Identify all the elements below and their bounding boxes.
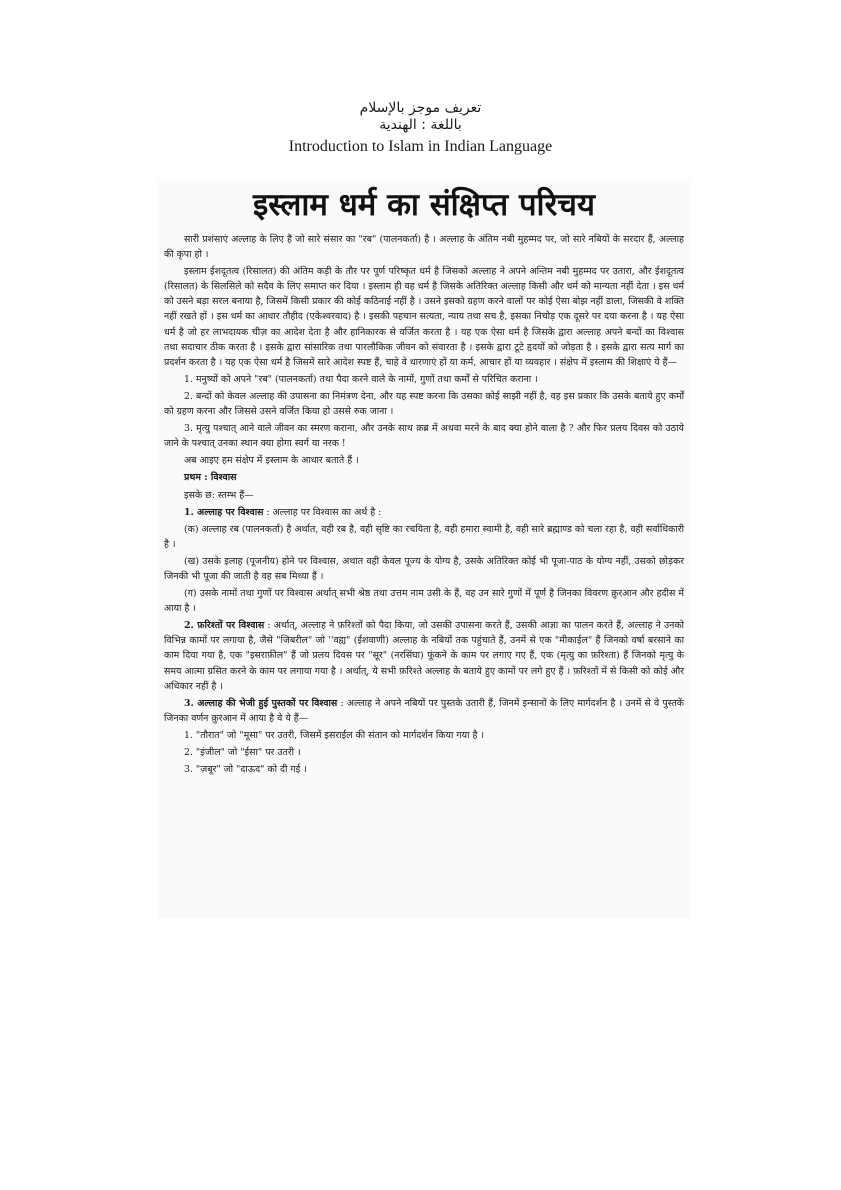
belief-1-heading: 1. अल्लाह पर विश्वास [184, 506, 264, 518]
book-item-3: 3. "ज़बूर" जो "दाऊद" को दी गई । [184, 764, 307, 776]
document-title: इस्लाम धर्म का संक्षिप्त परिचय [253, 187, 595, 223]
paragraph-foundations: अब आइए हम संक्षेप में इस्लाम के आधार बताते हैं । [184, 455, 359, 467]
scanned-document [158, 180, 690, 918]
belief-3 [164, 696, 684, 726]
book-item-2: 2. "इंजील" जो "ईसा" पर उतरी । [184, 747, 301, 758]
book-item-1: 1. "तौरात" जो "मूसा" पर उतरी, जिसमें इसराईल की संतान को मार्गदर्शन किया गया है । [184, 729, 485, 741]
belief-2-heading: 2. फ़रिश्तों पर विश्वास [184, 620, 265, 632]
belief-1b: (ख) उसके इलाह (पूजनीय) होने पर विश्वास, अथात वही केवल पूज्य के योग्य है, उसके अतिरिक्त कोई भी पूजा-पाठ के योग्य नहीं, उसको छोड़कर जिनकी भी पूजा की जाती है वह सब मिथ्या हैं । [164, 555, 684, 582]
belief-2-text: : अर्थात्, अल्लाह ने फ़रिश्तों को पैदा किया, जो उसकी उपासना करते हैं, उसकी आज्ञा का पालन करते हैं, अल्लाह ने उनको विभिन्न कामों पर लगाया है, जैसे "जिबरील" जो ''वह्य" (ईशवाणी) अल्लाह के नबियों तक पहुंचाते हैं, उनमें से एक "मीकाईल" हैं जिनको वर्षा बरसाने का काम दिया गया है, एक "इसराफ़ील" हैं जो प्रलय दिवस पर "सूर" (नरसिंघा) फूंकने के काम पर लगाए गए हैं, एक (मृत्यु का फ़रिश्ता) हैं जिनको मृत्यु के समय आत्मा ग्रसित करने के काम पर लगाया गया है । अर्थात्, ये सभी फ़रिश्ते अल्लाह के बताये हुए कामों पर लगे हुए हैं । फ़रिश्तों में से किसी को कोई और अधिकार नहीं है । [164, 620, 684, 692]
teaching-item-1: 1. मनुष्यों को अपने "रब" (पालनकर्ता) तथा पैदा करने वाले के नामों, गुणों तथा कर्मों से परिचित कराना । [184, 373, 538, 385]
document-body [158, 232, 690, 777]
english-title: Introduction to Islam in Indian Language [288, 138, 553, 155]
section-heading-belief [164, 470, 684, 485]
page-header [0, 100, 841, 158]
paragraph-praise: सारी प्रशंसाएं अल्लाह के लिए है जो सारे संसार का "रब" (पालनकर्ता) है । अल्लाह के अंतिम नबी मुहम्मद पर, जो सारे नबियों के सरदार हैं, अल्लाह की कृपा हो । [164, 234, 684, 261]
belief-1-text: : अल्लाह पर विश्वास का अर्थ है : [263, 506, 382, 518]
belief-3-text: : अल्लाह ने अपने नबियों पर पुस्तके उतारी हैं, जिनमें इन्सानों के लिए मार्गदर्शन है । उनमें से वे पुस्तकें जिनका वर्णन क़ुरआन में आया है वे ये हैं— [164, 697, 684, 724]
paragraph-islam-intro: इस्लाम ईशदूतत्व (रिसालत) की अंतिम कड़ी के तौर पर पूर्ण परिष्कृत धर्म है जिसको अल्लाह ने अपने अन्तिम नबी मुहम्मद पर उतारा, और ईशदूतत्व (रिसालत) के सिलसिले को सदैव के लिए समाप्त कर दिया । इस्लाम ही वह धर्म है जिसके अतिरिक्त अल्लाह किसी और धर्म को मान्यता नहीं देता । इस धर्म को उसने बड़ा सरल बनाया है, जिसमें किसी प्रकार की कोई कठिनाई नहीं है । उसने इसको ग्रहण करने वालों पर कोई ऐसा बोझ नहीं डाला, जिसकी वे शक्ति नहीं रखते हों । इस धर्म का आधार तौहीद (एकेश्वरवाद) है । इसकी पहचान सत्यता, न्याय तथा सच है, इसका निचोड़ एक दूसरे पर दया करना है । यह ऐसा धर्म है जो हर लाभदायक चीज़ का आदेश देता है और हानिकारक से वर्जित करता है । यह एक ऐसा धर्म है जिसके द्वारा अल्लाह अपने बन्दों का विश्वास तथा सदाचार ठीक करता है । इसके द्वारा सांसारिक तथा पारलौकिक जीवन को संवारता है । इसके द्वारा टूटे हृदयों को जोड़ता है । इसके द्वारा सत्य मार्ग का प्रदर्शन करता है । यह एक ऐसा धर्म है जिसमें सारे आदेश स्पष्ट हैं, चाहे वे धारणाएं हों या कर्म, आचार हों या व्यवहार । संक्षेप में इस्लाम की शिक्षाएं ये हैं— [164, 266, 684, 368]
teaching-item-3: 3. मृत्यु पश्चात् आने वाले जीवन का स्मरण कराना, और उनके साथ क़ब्र में अथवा मरने के बाद क्या होने वाला है ? और फिर प्रलय दिवस को उठाये जाने के पश्चात् उनका स्थान क्या होगा स्वर्ग या नरक ! [164, 423, 684, 450]
arabic-title-line-2: باللغة : الهندية [379, 117, 462, 133]
belief-1a: (क) अल्लाह रब (पालनकर्ता) है अर्थात, वही रब है, वही सृष्टि का रचयिता है, वही हमारा स्वामी है, वही सारे ब्रह्माण्ड को चला रहा है, वही सर्वाधिकारी है । [164, 523, 684, 550]
six-pillars-line: इसके छ: स्तम्भ हैं— [184, 489, 254, 501]
section-heading-text: प्रथम : विश्वास [184, 472, 237, 484]
belief-2 [164, 618, 684, 693]
belief-3-heading: 3. अल्लाह की भेजी हुई पुस्तकों पर विश्वास [184, 697, 338, 709]
arabic-title-line-1: تعريف موجز بالإسلام [359, 100, 482, 116]
belief-1c: (ग) उसके नामों तथा गुणों पर विश्वास अर्थात् सभी श्रेष्ठ तथा उत्तम नाम उसी के हैं, वह उन सारे गुणों में पूर्ण है जिनका विवरण क़ुरआन और हदीस में आया है । [164, 588, 684, 615]
belief-1 [164, 505, 684, 520]
teaching-item-2: 2. बन्दों को केवल अल्लाह की उपासना का निमंत्रण देना, और यह स्पष्ट करना कि उसका कोई साझी नहीं है, वह इस प्रकार कि उसके बताये हुए कर्मों को ग्रहण करना और जिससे उसने वर्जित किया हो उससे रुक जाना । [164, 390, 684, 418]
